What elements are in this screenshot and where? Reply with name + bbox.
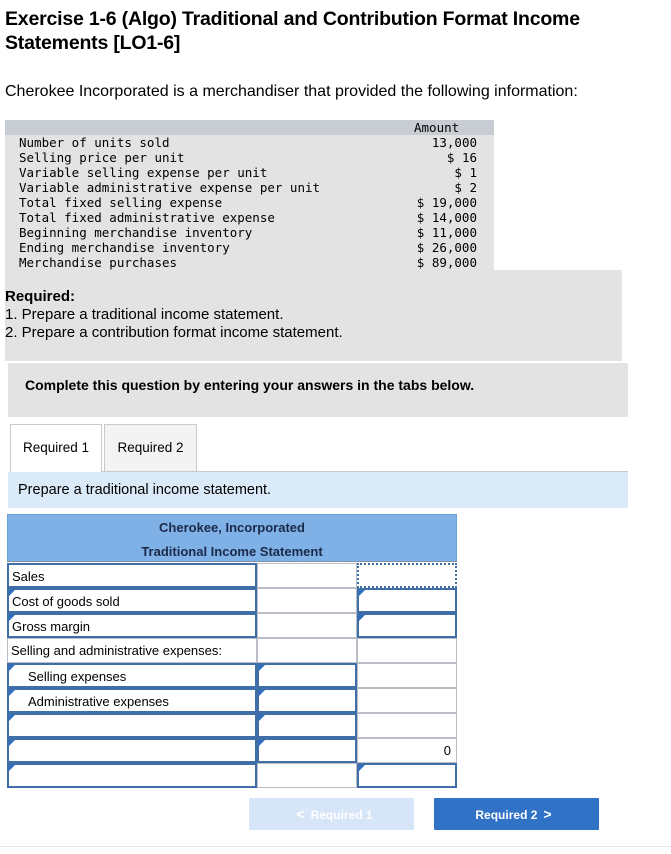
total-input[interactable]	[357, 763, 457, 788]
amount-cell	[257, 613, 357, 638]
row-label-input[interactable]: Cost of goods sold	[7, 588, 257, 613]
statement-name: Traditional Income Statement	[141, 544, 323, 559]
next-button[interactable]	[434, 798, 599, 830]
info-labels	[19, 135, 320, 270]
info-row-label: Beginning merchandise inventory	[19, 225, 253, 240]
amount-cell	[257, 638, 357, 663]
info-row-value: $ 19,000	[416, 195, 477, 210]
total-cell	[357, 688, 457, 713]
total-cell	[357, 663, 457, 688]
next-button-label: Required 2	[475, 808, 538, 822]
row-label: Selling and administrative expenses:	[7, 638, 257, 663]
total-input[interactable]	[357, 563, 457, 588]
info-row-value: $ 26,000	[416, 240, 477, 255]
info-row-label: Selling price per unit	[19, 150, 185, 165]
info-row-label: Merchandise purchases	[19, 255, 178, 270]
info-row-value: 13,000	[431, 135, 477, 150]
statement-row-net	[7, 763, 457, 788]
amount-input[interactable]	[257, 688, 357, 713]
required-section	[5, 288, 343, 342]
statement-row-sales	[7, 563, 457, 588]
statement-row-sga-heading	[7, 638, 457, 663]
amount-cell	[257, 763, 357, 788]
info-row-label: Number of units sold	[19, 135, 170, 150]
amount-cell	[257, 588, 357, 613]
required-item: 1. Prepare a traditional income statement.	[5, 306, 284, 323]
info-row-label: Variable administrative expense per unit	[19, 180, 321, 195]
info-row-value: $ 11,000	[416, 225, 477, 240]
row-label-input[interactable]: Sales	[7, 563, 257, 588]
intro-text: Cherokee Incorporated is a merchandiser that provided the following information:	[5, 83, 578, 100]
row-label-input[interactable]	[7, 713, 257, 738]
info-row-value: $ 2	[454, 180, 477, 195]
required-heading: Required:	[5, 288, 76, 305]
total-input[interactable]	[357, 588, 457, 613]
info-row-label: Total fixed administrative expense	[19, 210, 275, 225]
total-cell	[357, 638, 457, 663]
info-row-value: $ 89,000	[416, 255, 477, 270]
total-cell	[357, 713, 457, 738]
chevron-right-icon: >	[543, 806, 552, 822]
info-row-label: Variable selling expense per unit	[19, 165, 268, 180]
row-label-input[interactable]	[7, 738, 257, 763]
tab-required-2[interactable]: Required 2	[104, 424, 197, 472]
statement-row-gross-margin	[7, 613, 457, 638]
amount-input[interactable]	[257, 738, 357, 763]
statement-header	[7, 514, 457, 562]
row-label-input[interactable]: Selling expenses	[7, 663, 257, 688]
statement-row-selling	[7, 663, 457, 688]
prev-button-label: Required 1	[310, 808, 373, 822]
info-row-value: $ 16	[446, 150, 477, 165]
info-row-value: $ 1	[454, 165, 477, 180]
total-value: 0	[357, 738, 457, 763]
info-values	[389, 135, 477, 270]
tab-required-1[interactable]: Required 1	[10, 424, 102, 473]
info-row-value: $ 14,000	[416, 210, 477, 225]
row-label-input[interactable]: Administrative expenses	[7, 688, 257, 713]
page-title: Exercise 1-6 (Algo) Traditional and Contribution Format Income Statements [LO1-6]	[5, 8, 580, 54]
total-input[interactable]	[357, 613, 457, 638]
instructions-box	[8, 363, 628, 417]
tab-prompt-text: Prepare a traditional income statement.	[18, 482, 272, 498]
row-label-input[interactable]: Gross margin	[7, 613, 257, 638]
statement-row-blank	[7, 713, 457, 738]
amount-cell	[257, 563, 357, 588]
income-statement	[7, 514, 457, 788]
company-name: Cherokee, Incorporated	[159, 520, 305, 535]
tab-prompt	[8, 472, 628, 508]
required-item: 2. Prepare a contribution format income statement.	[5, 324, 343, 341]
statement-row-total-expenses	[7, 738, 457, 763]
amount-header: Amount	[389, 120, 494, 135]
prev-button[interactable]	[249, 798, 414, 830]
statement-row-admin	[7, 688, 457, 713]
amount-input[interactable]	[257, 663, 357, 688]
info-row-label: Ending merchandise inventory	[19, 240, 230, 255]
amount-input[interactable]	[257, 713, 357, 738]
info-row-label: Total fixed selling expense	[19, 195, 223, 210]
statement-row-cogs	[7, 588, 457, 613]
chevron-left-icon: <	[296, 806, 305, 822]
row-label-input[interactable]	[7, 763, 257, 788]
instructions-text: Complete this question by entering your answers in the tabs below.	[25, 377, 475, 393]
